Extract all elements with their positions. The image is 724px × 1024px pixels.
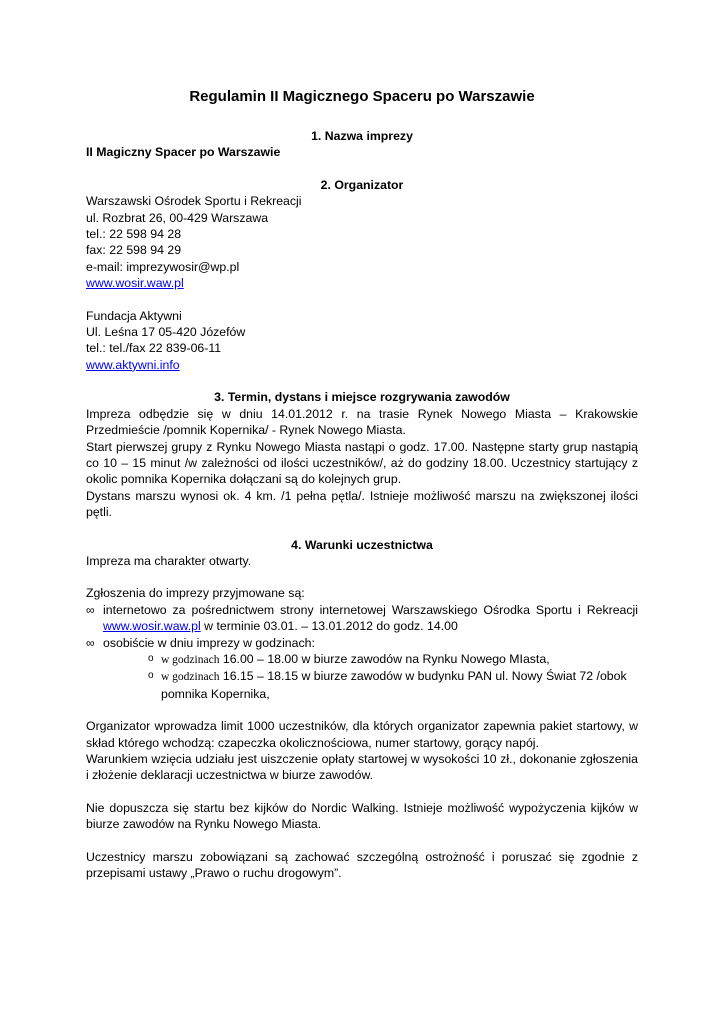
org1-email: e-mail: imprezywosir@wp.pl bbox=[86, 259, 240, 274]
section-3-paragraph-1: Impreza odbędzie się w dniu 14.01.2012 r. na trasie Rynek Nowego Miasta – Krakowskie Przedmieście /pomnik Kopernika/ - Rynek Nowego Miasta. bbox=[86, 406, 638, 438]
sub1-text: 16.00 – 18.00 w biurze zawodów na Rynku Nowego MIasta, bbox=[219, 651, 550, 666]
section-4-paragraph-3: Organizator wprowadza limit 1000 uczestników, dla których organizator zapewnia pakiet startowy, w skład którego wchodzą: czapeczka okolicznościowa, numer startowy, gorący napój. bbox=[86, 719, 638, 750]
event-name: II Magiczny Spacer po Warszawie bbox=[86, 145, 281, 160]
infinity-bullet-icon: ∞ bbox=[86, 635, 95, 650]
registration-website-link[interactable]: www.wosir.waw.pl bbox=[103, 619, 201, 634]
section-2-heading: 2. Organizator bbox=[320, 177, 404, 192]
list-item bbox=[148, 651, 638, 668]
org1-website-link[interactable]: www.wosir.waw.pl bbox=[86, 276, 184, 291]
list-item bbox=[86, 635, 638, 703]
circle-bullet-icon: o bbox=[148, 652, 154, 664]
section-4-paragraph-6: Uczestnicy marszu zobowiązani są zachować szczególną ostrożność i poruszać się zgodnie z przepisami ustawy „Prawo o ruchu drogowym”. bbox=[86, 849, 638, 881]
org2-name: Fundacja Aktywni bbox=[86, 308, 182, 323]
sub1-label: w godzinach bbox=[161, 653, 220, 666]
section-3-paragraph-2: Start pierwszej grupy z Rynku Nowego Miasta nastąpi o godz. 17.00. Następne starty grup nastąpią co 10 – 15 minut /w zależności od ilości uczestników/, aż do godziny 18.00. Uczestnicy startujący z okolic pomnika Kopernika dołączani są do kolejnych grup. bbox=[86, 439, 638, 487]
in-person-sublist bbox=[103, 651, 638, 702]
online-registration-text: internetowo za pośrednictwem strony internetowej Warszawskiego Ośrodka Sportu i Rekreacji bbox=[103, 602, 638, 617]
section-3-heading: 3. Termin, dystans i miejsce rozgrywania zawodów bbox=[214, 390, 510, 405]
section-4-paragraph-4: Warunkiem wzięcia udziału jest uiszczenie opłaty startowej w wysokości 10 zł., dokonanie zgłoszenia i złożenie deklaracji uczestnictwa w biurze zawodów. bbox=[86, 752, 638, 783]
list-item bbox=[148, 668, 638, 702]
infinity-bullet-icon: ∞ bbox=[86, 602, 95, 617]
organizer-1 bbox=[86, 193, 638, 291]
list-item bbox=[86, 602, 638, 635]
org2-address: Ul. Leśna 17 05-420 Józefów bbox=[86, 325, 246, 340]
org2-phone: tel.: tel./fax 22 839-06-11 bbox=[86, 341, 222, 356]
org2-website-link[interactable]: www.aktywni.info bbox=[86, 357, 180, 372]
org1-fax: fax: 22 598 94 29 bbox=[86, 243, 182, 258]
registration-list bbox=[86, 602, 638, 702]
sub2-label: w godzinach bbox=[161, 671, 220, 684]
section-4-paragraph-2: Zgłoszenia do imprezy przyjmowane są: bbox=[86, 586, 305, 601]
sub2-text: 16.15 – 18.15 w biurze zawodów w budynku PAN ul. Nowy Świat 72 /obok pomnika Kopernika, bbox=[161, 669, 627, 701]
org1-address: ul. Rozbrat 26, 00-429 Warszawa bbox=[86, 210, 269, 225]
section-4-heading: 4. Warunki uczestnictwa bbox=[291, 537, 433, 552]
document-title: Regulamin II Magicznego Spaceru po Warszawie bbox=[189, 88, 535, 105]
circle-bullet-icon: o bbox=[148, 670, 154, 682]
section-3-paragraph-3: Dystans marszu wynosi ok. 4 km. /1 pełna pętla/. Istnieje możliwość marszu na zwiększonej ilości pętli. bbox=[86, 488, 638, 520]
org1-name: Warszawski Ośrodek Sportu i Rekreacji bbox=[86, 194, 302, 209]
online-registration-dates: w terminie 03.01. – 13.01.2012 do godz. 14.00 bbox=[200, 619, 458, 634]
in-person-registration-text: osobiście w dniu imprezy w godzinach: bbox=[103, 635, 315, 650]
section-4-paragraph-1: Impreza ma charakter otwarty. bbox=[86, 553, 252, 568]
org1-phone: tel.: 22 598 94 28 bbox=[86, 227, 182, 242]
section-1-heading: 1. Nazwa imprezy bbox=[311, 129, 413, 143]
section-4-paragraph-5: Nie dopuszcza się startu bez kijków do Nordic Walking. Istnieje możliwość wypożyczenia kijków w biurze zawodów na Rynku Nowego Miasta. bbox=[86, 800, 638, 832]
organizer-2 bbox=[86, 308, 638, 374]
